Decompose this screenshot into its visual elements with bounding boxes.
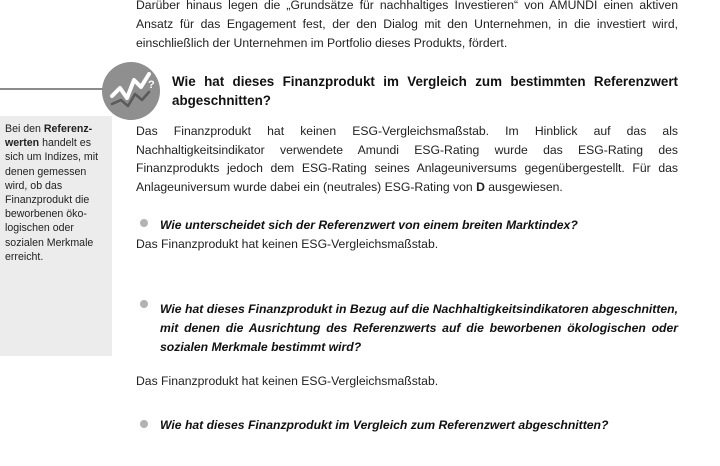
section-body-part2: ausgewiesen. bbox=[484, 179, 563, 194]
section-divider bbox=[0, 88, 112, 90]
sidebar-bold-term: Referenz-werten bbox=[5, 123, 93, 150]
answer-text: Das Finanzprodukt hat keinen ESG-Vergleichsmaßstab. bbox=[136, 237, 439, 251]
sidebar-note bbox=[5, 122, 105, 264]
bullet-icon bbox=[140, 300, 148, 308]
intro-paragraph: Darüber hinaus legen die „Grundsätze für nachhaltiges Investieren“ von AMUNDI einen aktiven Ansatz für das Engagement fest, der den Dialog mit den Unternehmen, in die investiert wird, einschließlich der Unternehmen im Portfolio dieses Produkts, fördert. bbox=[136, 0, 678, 50]
bullet-icon bbox=[140, 420, 148, 428]
answer-text: Das Finanzprodukt hat keinen ESG-Vergleichsmaßstab. bbox=[136, 374, 439, 388]
question-heading: Wie unterscheidet sich der Referenzwert von einem breiten Marktindex? bbox=[160, 218, 578, 232]
bullet-icon bbox=[140, 219, 148, 227]
question-heading: Wie hat dieses Finanzprodukt im Vergleich zum Referenzwert abgeschnitten? bbox=[160, 418, 609, 432]
chart-question-icon bbox=[100, 60, 162, 122]
question-heading: Wie hat dieses Finanzprodukt in Bezug auf die Nachhaltigkeitsindikatoren abgeschnitten, mit denen die Ausrichtung des Referenzwerts auf die beworbenen ökologischen oder sozialen Merkmale bestimmt wird? bbox=[160, 302, 678, 354]
svg-text:?: ? bbox=[148, 79, 155, 91]
esg-rating-value: D bbox=[476, 179, 485, 194]
sidebar-prefix: Bei den bbox=[5, 123, 44, 135]
section-body-part1: Das Finanzprodukt hat keinen ESG-Vergleichsmaßstab. Im Hinblick auf das als Nachhaltigkeitsindikator verwendete Amundi ESG-Rating wurde das ESG-Rating des Finanzprodukts jedoch dem ESG-Rating seines Anlageuniversums gegenübergestellt. Für das Anlageuniversum wurde dabei ein (neutrales) ESG-Rating von bbox=[136, 124, 678, 194]
sidebar-suffix: handelt es sich um Indizes, mit denen gemessen wird, ob das Finanzprodukt die beworbenen öko-logischen oder sozialen Merkmale erreicht. bbox=[5, 137, 99, 263]
section-body bbox=[136, 122, 678, 196]
section-heading: Wie hat dieses Finanzprodukt im Vergleich zum bestimmten Referenzwert abgeschnitten? bbox=[172, 74, 678, 108]
